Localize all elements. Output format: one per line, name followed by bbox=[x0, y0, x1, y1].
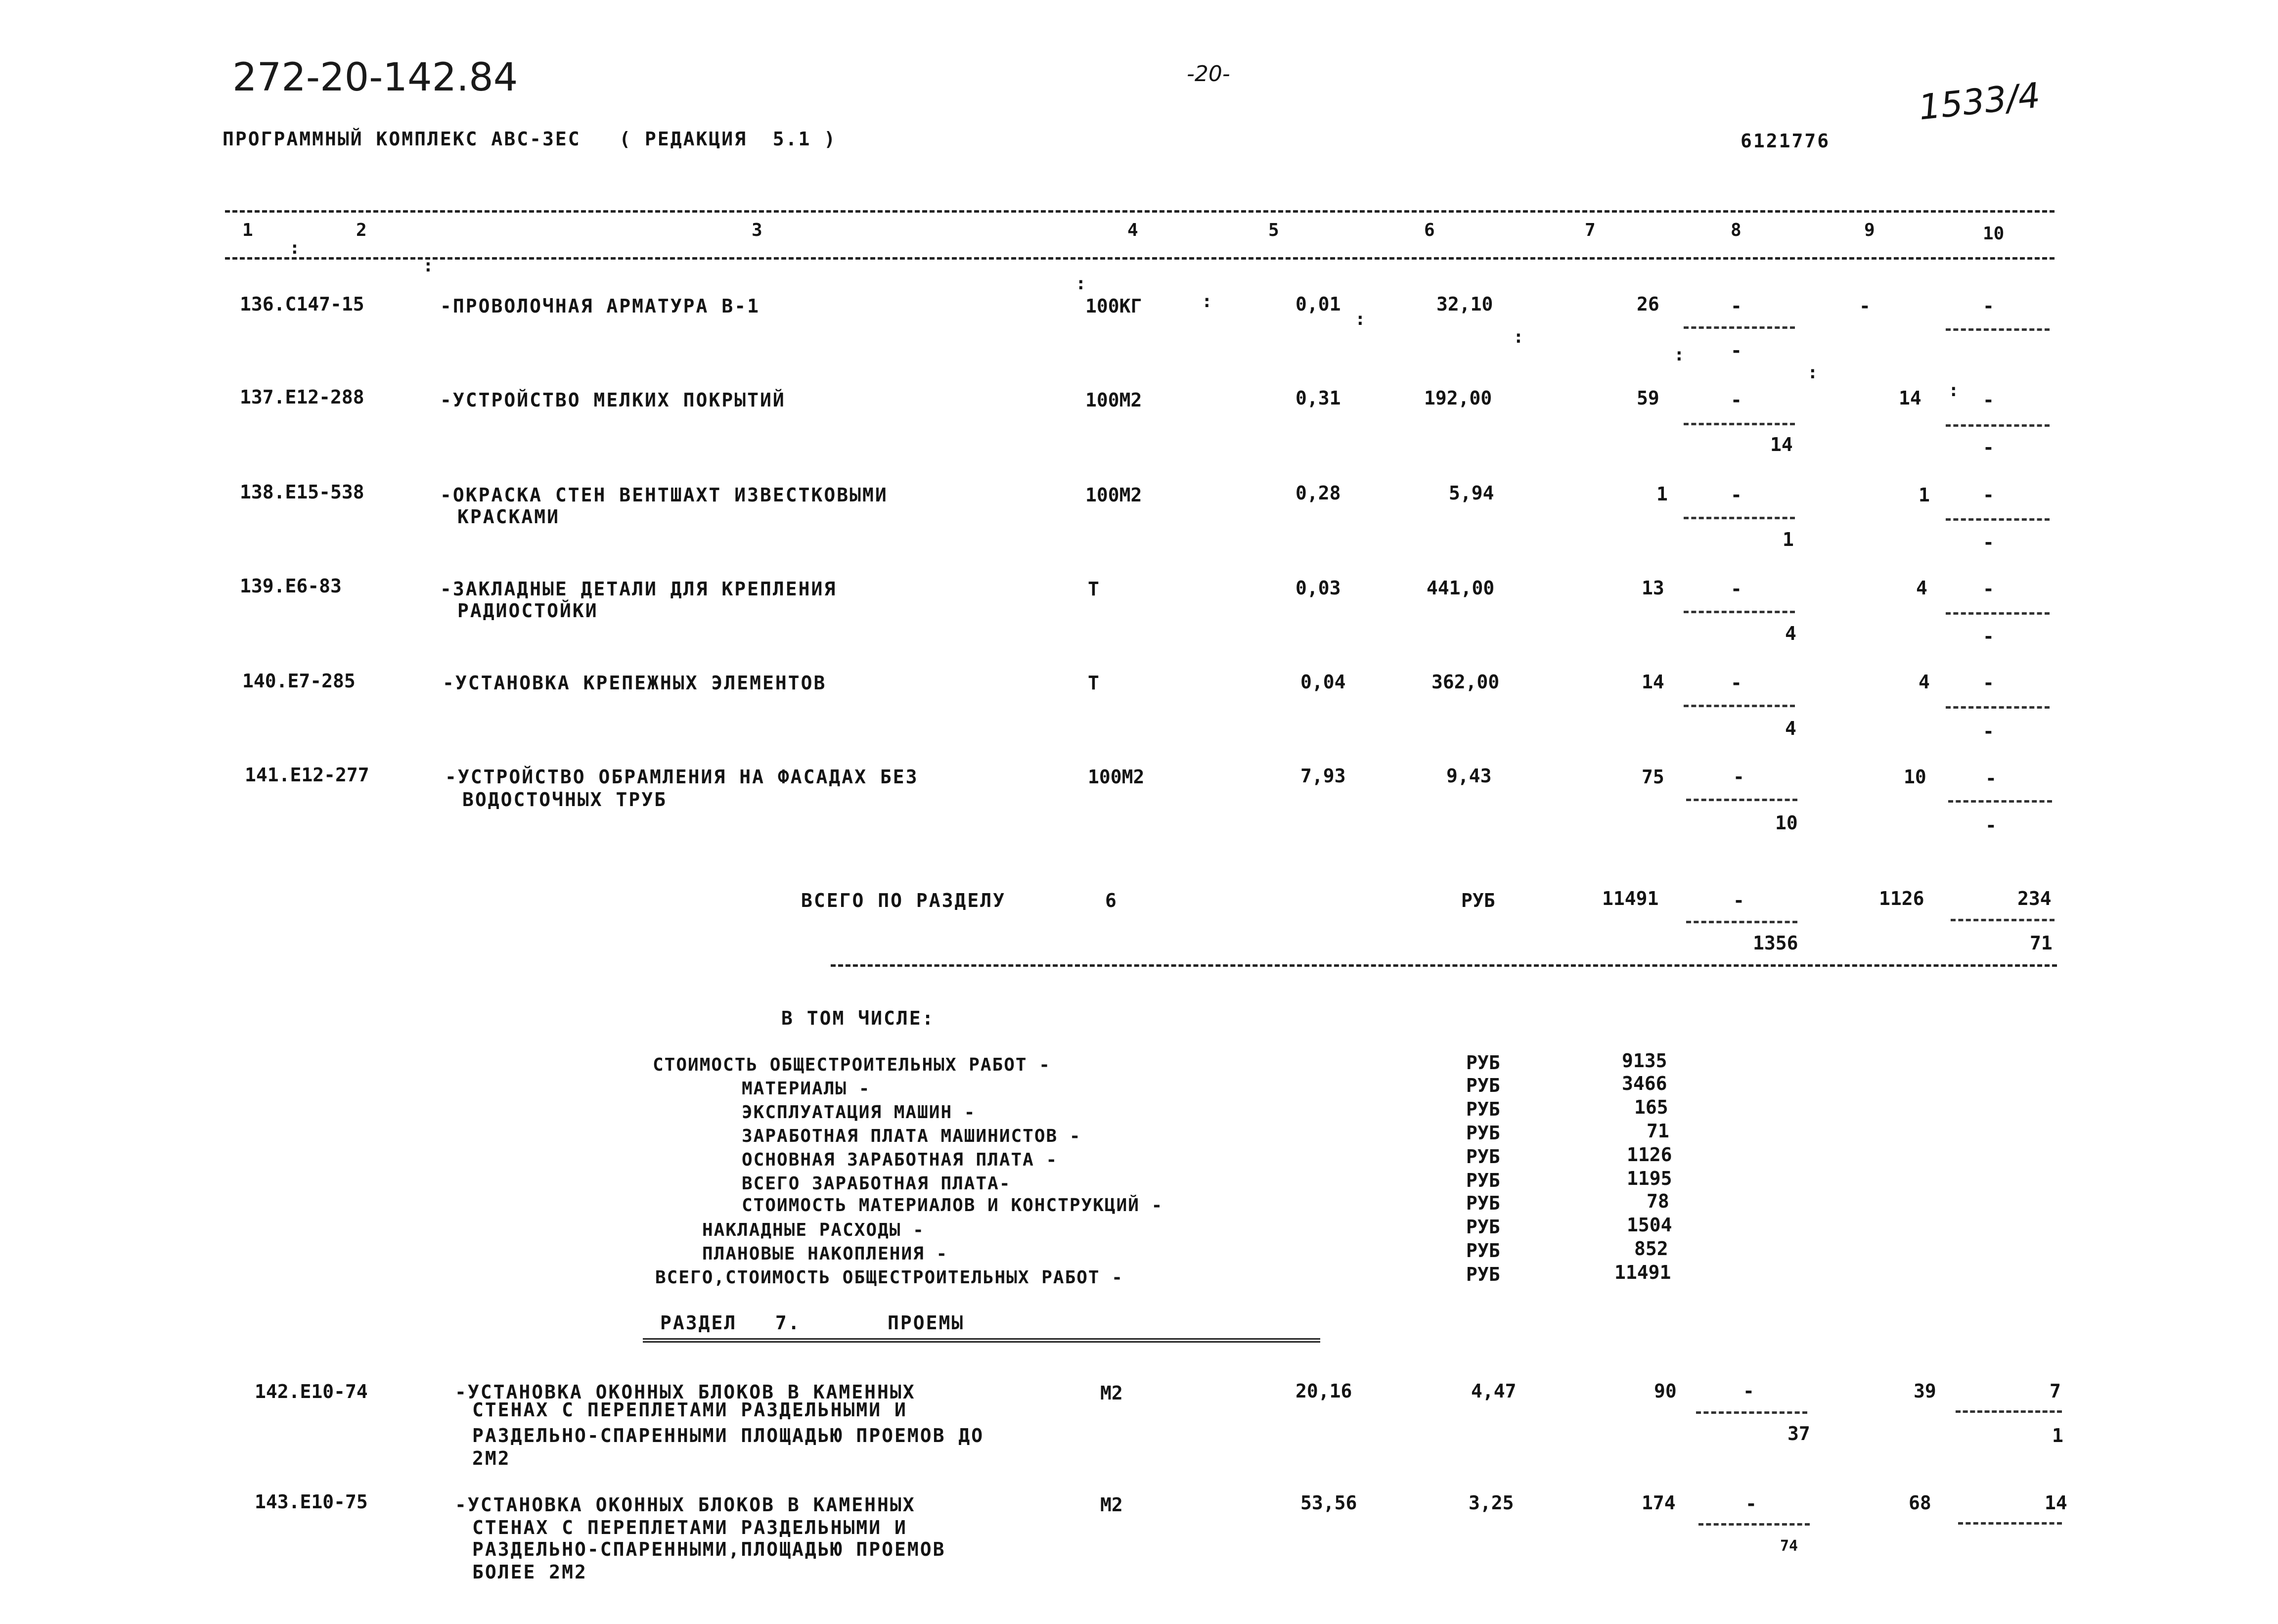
row-total: 14 bbox=[1642, 671, 1664, 693]
row-quantity: 0,31 bbox=[1295, 387, 1341, 409]
section-total-label: ВСЕГО ПО РАЗДЕЛУ bbox=[801, 890, 1006, 911]
row-description: -УСТАНОВКА ОКОННЫХ БЛОКОВ В КАМЕННЫХ bbox=[455, 1381, 916, 1403]
row-col10-top: 7 bbox=[2050, 1380, 2061, 1402]
row-col8-top: - bbox=[1743, 1380, 1754, 1402]
row-col9: 4 bbox=[1916, 577, 1927, 599]
row-number: 137.Е12-288 bbox=[240, 386, 364, 408]
header-top-rule bbox=[225, 210, 2055, 213]
section-total-unit: РУБ bbox=[1461, 890, 1495, 911]
cost-line-label: ЭКСПЛУАТАЦИЯ МАШИН - bbox=[742, 1102, 976, 1123]
row-total: 174 bbox=[1642, 1492, 1676, 1514]
row-col9: 4 bbox=[1919, 671, 1930, 693]
program-id: 6121776 bbox=[1741, 130, 1831, 152]
row-col10-top: - bbox=[1983, 672, 1994, 694]
col-header-5: 5 bbox=[1268, 220, 1279, 240]
cost-line-value: 11491 bbox=[1614, 1262, 1671, 1283]
row-unit: М2 bbox=[1100, 1494, 1123, 1516]
cost-line-unit: РУБ bbox=[1466, 1170, 1500, 1191]
row-description-cont: КРАСКАМИ bbox=[457, 506, 560, 528]
row-quantity: 20,16 bbox=[1295, 1380, 1352, 1402]
section-total-rule bbox=[831, 964, 2057, 967]
section-total-number: 6 bbox=[1105, 890, 1117, 911]
row-number: 136.С147-15 bbox=[240, 293, 364, 315]
col-sep: : bbox=[1948, 380, 1959, 401]
row-unit: 100М2 bbox=[1088, 766, 1145, 788]
row-total: 26 bbox=[1637, 293, 1659, 315]
row-col9: 68 bbox=[1909, 1492, 1931, 1514]
col-header-4: 4 bbox=[1127, 220, 1138, 240]
cost-line-label: ЗАРАБОТНАЯ ПЛАТА МАШИНИСТОВ - bbox=[742, 1126, 1081, 1146]
cost-line-unit: РУБ bbox=[1466, 1052, 1500, 1074]
col-sep: : bbox=[1674, 345, 1685, 365]
row-number: 143.Е10-75 bbox=[255, 1491, 368, 1513]
row-unit: 100М2 bbox=[1085, 389, 1142, 411]
cost-line-value: 78 bbox=[1647, 1190, 1669, 1212]
cost-line-label: ВСЕГО,СТОИМОСТЬ ОБЩЕСТРОИТЕЛЬНЫХ РАБОТ - bbox=[655, 1267, 1123, 1288]
col-sep: : bbox=[1513, 327, 1524, 347]
row-col8-bottom: 14 bbox=[1770, 434, 1793, 455]
fraction-rule bbox=[1696, 1411, 1807, 1414]
cost-line-label: МАТЕРИАЛЫ - bbox=[742, 1079, 871, 1099]
section-total-col10-bottom: 71 bbox=[2030, 932, 2053, 954]
col-header-3: 3 bbox=[752, 220, 762, 240]
row-price: 192,00 bbox=[1424, 387, 1492, 409]
row-number: 139.Е6-83 bbox=[240, 575, 342, 597]
row-description-cont: ВОДОСТОЧНЫХ ТРУБ bbox=[462, 789, 668, 811]
row-price: 32,10 bbox=[1436, 293, 1493, 315]
cost-line-value: 165 bbox=[1634, 1096, 1668, 1118]
row-col10-top: - bbox=[1983, 484, 1994, 506]
row-price: 9,43 bbox=[1446, 765, 1492, 787]
fraction-rule bbox=[1946, 518, 2050, 521]
row-col10-top: - bbox=[1983, 389, 1994, 411]
row-unit: Т bbox=[1088, 578, 1099, 600]
page-marker: -20- bbox=[1187, 61, 1230, 87]
section-total-col8-top: - bbox=[1733, 890, 1744, 911]
col-header-9: 9 bbox=[1864, 220, 1875, 240]
row-col10-top: 14 bbox=[2045, 1492, 2067, 1514]
row-total: 1 bbox=[1656, 483, 1668, 505]
fraction-rule bbox=[1946, 424, 2050, 427]
row-price: 441,00 bbox=[1427, 577, 1495, 599]
fraction-rule bbox=[1684, 326, 1795, 329]
fraction-rule bbox=[1951, 919, 2055, 921]
cost-line-unit: РУБ bbox=[1466, 1240, 1500, 1262]
row-total: 90 bbox=[1654, 1380, 1677, 1402]
col-sep: : bbox=[289, 238, 300, 258]
col-sep: : bbox=[1202, 291, 1212, 312]
row-col8-top: - bbox=[1731, 295, 1742, 317]
row-total: 59 bbox=[1637, 387, 1659, 409]
row-col10-top: - bbox=[1983, 578, 1994, 600]
row-description: -УСТРОЙСТВО ОБРАМЛЕНИЯ НА ФАСАДАХ БЕЗ bbox=[445, 766, 919, 788]
col-sep: : bbox=[1807, 362, 1818, 383]
fraction-rule bbox=[1956, 1410, 2062, 1413]
fraction-rule bbox=[1946, 612, 2050, 615]
cost-line-unit: РУБ bbox=[1466, 1098, 1500, 1120]
row-col10-bottom: 1 bbox=[2052, 1425, 2063, 1446]
fraction-rule bbox=[1948, 800, 2052, 803]
row-col10-bottom: - bbox=[1983, 626, 1994, 647]
including-label: В ТОМ ЧИСЛЕ: bbox=[781, 1007, 935, 1029]
row-number: 140.Е7-285 bbox=[242, 670, 356, 692]
cost-line-value: 71 bbox=[1647, 1120, 1669, 1142]
row-quantity: 0,01 bbox=[1295, 293, 1341, 315]
row-col8-top: - bbox=[1745, 1493, 1757, 1515]
row-col8-top: - bbox=[1731, 672, 1742, 694]
row-col10-top: - bbox=[1983, 295, 1994, 317]
col-header-10: 10 bbox=[1983, 224, 2005, 244]
cost-line-value: 9135 bbox=[1622, 1050, 1667, 1072]
row-unit: 100КГ bbox=[1085, 295, 1142, 317]
row-description: -ЗАКЛАДНЫЕ ДЕТАЛИ ДЛЯ КРЕПЛЕНИЯ bbox=[440, 578, 837, 600]
cost-line-label: СТОИМОСТЬ МАТЕРИАЛОВ И КОНСТРУКЦИЙ - bbox=[742, 1195, 1163, 1216]
row-number: 138.Е15-538 bbox=[240, 481, 364, 503]
row-description-cont: РАДИОСТОЙКИ bbox=[457, 600, 598, 622]
row-col10-bottom: - bbox=[1983, 721, 1994, 742]
col-header-1: 1 bbox=[242, 220, 253, 240]
fraction-rule bbox=[1684, 705, 1795, 707]
row-description: -ОКРАСКА СТЕН ВЕНТШАХТ ИЗВЕСТКОВЫМИ bbox=[440, 484, 888, 506]
row-col8-bottom: 74 bbox=[1780, 1537, 1798, 1555]
row-col8-bottom: 37 bbox=[1787, 1423, 1810, 1444]
row-description: -ПРОВОЛОЧНАЯ АРМАТУРА В-1 bbox=[440, 295, 760, 317]
row-col10-bottom: - bbox=[1985, 814, 1997, 836]
cost-line-label: ПЛАНОВЫЕ НАКОПЛЕНИЯ - bbox=[702, 1244, 948, 1264]
row-col9: 14 bbox=[1899, 387, 1921, 409]
cost-line-unit: РУБ bbox=[1466, 1075, 1500, 1096]
header-bottom-rule bbox=[225, 257, 2055, 260]
row-unit: 100М2 bbox=[1085, 484, 1142, 506]
cost-line-label: ОСНОВНАЯ ЗАРАБОТНАЯ ПЛАТА - bbox=[742, 1150, 1058, 1170]
section-total-col9: 1126 bbox=[1879, 888, 1924, 909]
handwritten-number: 1533/4 bbox=[1917, 75, 2042, 128]
row-col9: - bbox=[1859, 295, 1871, 317]
row-col10-bottom: - bbox=[1983, 437, 1994, 458]
document-code: 272-20-142.84 bbox=[232, 55, 518, 100]
row-col8-bottom: 4 bbox=[1785, 623, 1796, 644]
row-description-cont: 2М2 bbox=[472, 1447, 511, 1469]
row-price: 4,47 bbox=[1471, 1380, 1517, 1402]
cost-line-value: 1126 bbox=[1627, 1144, 1672, 1166]
cost-line-label: НАКЛАДНЫЕ РАСХОДЫ - bbox=[702, 1220, 925, 1240]
row-unit: М2 bbox=[1100, 1382, 1123, 1404]
program-line: ПРОГРАММНЫЙ КОМПЛЕКС АВС-3ЕС ( РЕДАКЦИЯ 5.1 ) bbox=[223, 128, 837, 150]
section-7-underline bbox=[643, 1338, 1320, 1343]
row-col8-bottom: - bbox=[1731, 340, 1742, 361]
fraction-rule bbox=[1958, 1522, 2062, 1525]
row-col8-bottom: 4 bbox=[1785, 718, 1796, 739]
fraction-rule bbox=[1684, 611, 1795, 613]
row-description: -УСТРОЙСТВО МЕЛКИХ ПОКРЫТИЙ bbox=[440, 389, 786, 411]
row-description-cont: РАЗДЕЛЬНО-СПАРЕННЫМИ,ПЛОЩАДЬЮ ПРОЕМОВ bbox=[472, 1538, 946, 1560]
cost-line-unit: РУБ bbox=[1466, 1146, 1500, 1168]
row-quantity: 53,56 bbox=[1300, 1492, 1357, 1514]
row-col8-top: - bbox=[1731, 389, 1742, 411]
row-description: -УСТАНОВКА ОКОННЫХ БЛОКОВ В КАМЕННЫХ bbox=[455, 1494, 916, 1516]
row-description-cont: РАЗДЕЛЬНО-СПАРЕННЫМИ ПЛОЩАДЬЮ ПРОЕМОВ ДО bbox=[472, 1425, 984, 1446]
row-description-cont: БОЛЕЕ 2М2 bbox=[472, 1561, 587, 1583]
row-col9: 39 bbox=[1914, 1380, 1936, 1402]
row-number: 142.Е10-74 bbox=[255, 1381, 368, 1402]
cost-line-label: СТОИМОСТЬ ОБЩЕСТРОИТЕЛЬНЫХ РАБОТ - bbox=[653, 1055, 1051, 1075]
section-total-col8-bottom: 1356 bbox=[1753, 932, 1798, 954]
cost-line-unit: РУБ bbox=[1466, 1192, 1500, 1214]
fraction-rule bbox=[1946, 328, 2050, 331]
row-total: 75 bbox=[1642, 766, 1664, 788]
fraction-rule bbox=[1698, 1523, 1810, 1526]
row-price: 362,00 bbox=[1431, 671, 1500, 693]
row-quantity: 0,03 bbox=[1295, 577, 1341, 599]
col-header-2: 2 bbox=[356, 220, 367, 240]
section-total-col10-top: 234 bbox=[2017, 888, 2052, 909]
section-7-label: РАЗДЕЛ 7. bbox=[660, 1312, 801, 1334]
row-unit: Т bbox=[1088, 672, 1099, 694]
row-quantity: 0,04 bbox=[1300, 671, 1346, 693]
row-number: 141.Е12-277 bbox=[245, 764, 369, 786]
row-col8-bottom: 1 bbox=[1783, 529, 1794, 550]
section-7-title: ПРОЕМЫ bbox=[888, 1312, 965, 1334]
row-col9: 1 bbox=[1919, 484, 1930, 506]
fraction-rule bbox=[1686, 921, 1797, 923]
fraction-rule bbox=[1946, 706, 2050, 709]
row-quantity: 7,93 bbox=[1300, 765, 1346, 787]
row-col10-top: - bbox=[1985, 767, 1997, 789]
row-total: 13 bbox=[1642, 577, 1664, 599]
cost-line-unit: РУБ bbox=[1466, 1216, 1500, 1238]
col-sep: : bbox=[1355, 309, 1366, 329]
row-description-cont: СТЕНАХ С ПЕРЕПЛЕТАМИ РАЗДЕЛЬНЫМИ И bbox=[472, 1517, 907, 1538]
cost-line-unit: РУБ bbox=[1466, 1122, 1500, 1144]
fraction-rule bbox=[1686, 799, 1797, 801]
row-description-cont: СТЕНАХ С ПЕРЕПЛЕТАМИ РАЗДЕЛЬНЫМИ И bbox=[472, 1399, 907, 1421]
col-sep: : bbox=[423, 256, 434, 276]
section-total-sum: 11491 bbox=[1602, 888, 1659, 909]
row-price: 5,94 bbox=[1449, 482, 1494, 504]
cost-line-value: 1195 bbox=[1627, 1168, 1672, 1189]
fraction-rule bbox=[1684, 423, 1795, 425]
row-quantity: 0,28 bbox=[1295, 482, 1341, 504]
cost-line-value: 1504 bbox=[1627, 1214, 1672, 1236]
row-col8-top: - bbox=[1733, 766, 1744, 788]
row-col8-bottom: 10 bbox=[1775, 812, 1798, 834]
row-col8-top: - bbox=[1731, 578, 1742, 600]
cost-line-unit: РУБ bbox=[1466, 1263, 1500, 1285]
row-col8-top: - bbox=[1731, 484, 1742, 506]
col-header-8: 8 bbox=[1731, 220, 1742, 240]
row-col10-bottom: - bbox=[1983, 532, 1994, 553]
col-header-6: 6 bbox=[1424, 220, 1435, 240]
row-price: 3,25 bbox=[1469, 1492, 1514, 1514]
cost-line-value: 852 bbox=[1634, 1238, 1668, 1260]
col-sep: : bbox=[1075, 273, 1086, 294]
cost-line-label: ВСЕГО ЗАРАБОТНАЯ ПЛАТА- bbox=[742, 1173, 1011, 1194]
fraction-rule bbox=[1684, 517, 1795, 519]
cost-line-value: 3466 bbox=[1622, 1073, 1667, 1094]
row-description: -УСТАНОВКА КРЕПЕЖНЫХ ЭЛЕМЕНТОВ bbox=[443, 672, 827, 694]
row-col9: 10 bbox=[1904, 766, 1926, 788]
col-header-7: 7 bbox=[1585, 220, 1596, 240]
